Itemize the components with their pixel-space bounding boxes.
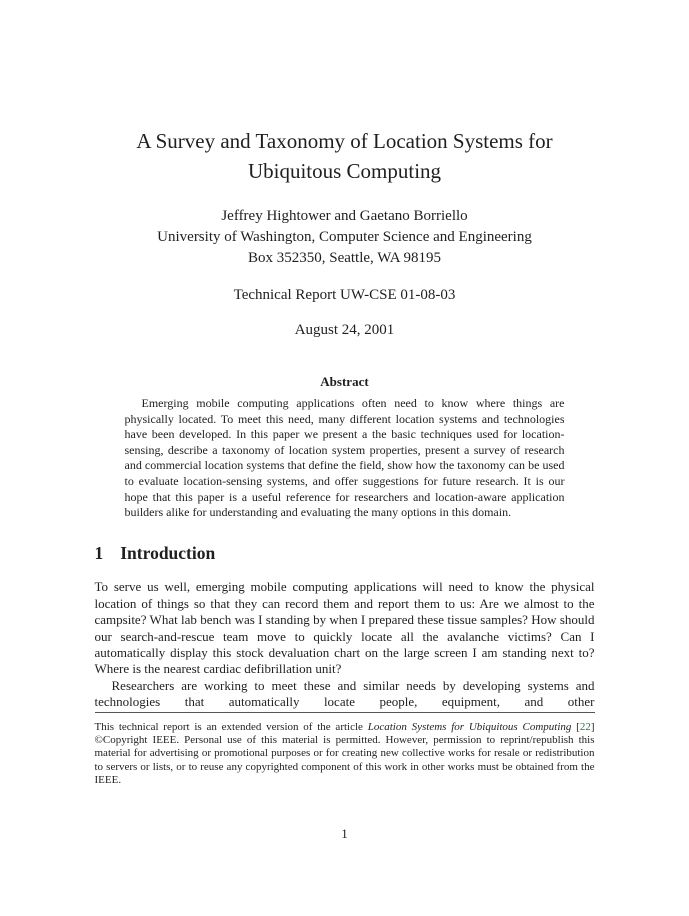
intro-paragraph-2: Researchers are working to meet these and similar needs by developing systems and technologies that automatically locate people, equipment, and other [94, 677, 595, 710]
abstract-section [125, 374, 565, 521]
abstract-heading: Abstract [320, 374, 369, 390]
paper-title-line2: Ubiquitous Computing [247, 159, 442, 184]
report-date: August 24, 2001 [294, 322, 395, 339]
authors: Jeffrey Hightower and Gaetano Borriello [221, 208, 468, 225]
footnote-text-before: This technical report is an extended version of the article [94, 720, 368, 733]
paper-title [95, 126, 595, 186]
page-number: 1 [341, 825, 348, 841]
intro-paragraph-1: To serve us well, emerging mobile computing applications will need to know the physical location of things so that they can record them and report them to us: Are we almost to the campsite? What lab bench was I standing by when I prepared these tissue samples? How should our search-and-rescue team move to quickly locate all the avalanche victims? Can I automatically display this stock devaluation chart on the large screen I am standing next to? Where is the nearest cardiac defibrillation unit? [94, 579, 595, 677]
paper-title-line1: A Survey and Taxonomy of Location Systems for [136, 129, 553, 154]
section-heading-introduction [95, 541, 595, 565]
footnote-article-title: Location Systems for Ubiquitous Computing [367, 720, 572, 733]
section-title: Introduction [120, 542, 216, 563]
address: Box 352350, Seattle, WA 98195 [247, 250, 442, 267]
report-id: Technical Report UW-CSE 01-08-03 [233, 287, 456, 304]
abstract-body: Emerging mobile computing applications often need to know where things are physically located. To meet this need, many different location systems and technologies have been developed. In this paper we present a the basic techniques used for location-sensing, describe a taxonomy of location system properties, present a survey of research and commercial location systems that define the field, show how the taxonomy can be used to evaluate location-sensing systems, and offer suggestions for future research. It is our hope that this paper is a useful reference for researchers and location-aware application builders alike for understanding and evaluating the many options in this domain. [124, 396, 565, 520]
footnote-bracket-open: [ [571, 720, 580, 733]
footnote-bracket-close: ] [590, 720, 595, 733]
footnote-rule [95, 712, 595, 713]
section-number: 1 [94, 542, 104, 563]
copyright-footnote [95, 721, 595, 788]
footnote-text-after: ©Copyright IEEE. Personal use of this material is permitted. However, permission to reprint/republish this material for advertising or promotional purposes or for creating new collective works for resale or redistribution to servers or lists, or to reuse any copyrighted component of this work in other works must be obtained from the IEEE. [94, 733, 595, 787]
author-block [95, 206, 595, 269]
affiliation: University of Washington, Computer Science and Engineering [157, 229, 532, 246]
citation-ref-22[interactable]: 22 [579, 720, 591, 733]
text-column [95, 126, 595, 842]
